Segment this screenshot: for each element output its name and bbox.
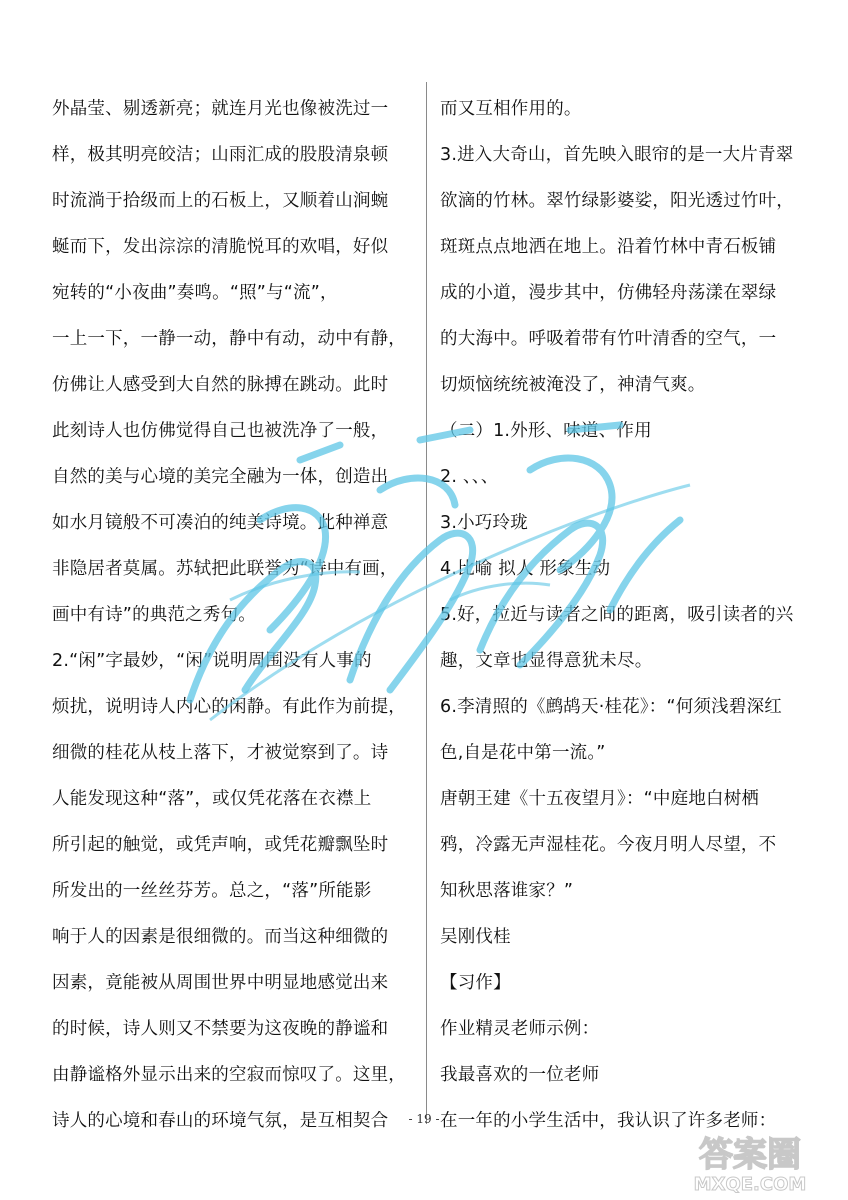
text-line: 鸦，冷露无声湿桂花。今夜月明人尽望，不 (440, 835, 777, 855)
text-line: 切烦恼统统被淹没了，神清气爽。 (440, 375, 706, 395)
text-line: 在一年的小学生活中，我认识了许多老师： (440, 1111, 777, 1131)
text-line: 所发出的一丝丝芬芳。总之，“落”所能影 (52, 881, 372, 901)
text-line: 趣，文章也显得意犹未尽。 (440, 651, 653, 671)
text-line: 所引起的触觉，或凭声响，或凭花瓣飘坠时 (52, 835, 389, 855)
logo-text-top: 答案圈 (699, 1135, 801, 1175)
text-line: 色,自是花中第一流。” (440, 743, 606, 763)
text-line: 4.比喻 拟人 形象生动 (440, 559, 611, 579)
text-line: 烦扰，说明诗人内心的闲静。有此作为前提， (52, 697, 406, 717)
text-line: 的大海中。呼吸着带有竹叶清香的空气，一 (440, 329, 777, 349)
text-line: 此刻诗人也仿佛觉得自己也被洗净了一般， (52, 421, 389, 441)
text-line: 仿佛让人感受到大自然的脉搏在跳动。此时 (52, 375, 389, 395)
text-line: 的时候，诗人则又不禁要为这夜晚的静谧和 (52, 1019, 389, 1039)
page-number: - 19 - (408, 1112, 440, 1126)
text-line: 如水月镜般不可凑泊的纯美诗境。此种禅意 (52, 513, 389, 533)
text-line: 欲滴的竹林。翠竹绿影婆娑，阳光透过竹叶， (440, 191, 794, 211)
text-line: 样，极其明亮皎洁；山雨汇成的股股清泉顿 (52, 145, 389, 165)
text-line: 人能发现这种“落”，或仅凭花落在衣襟上 (52, 789, 372, 809)
text-line: 自然的美与心境的美完全融为一体，创造出 (52, 467, 389, 487)
text-line: 6.李清照的《鹧鸪天·桂花》：“何须浅碧深红 (440, 697, 782, 717)
text-line: 2. 、、、 (440, 467, 499, 487)
text-line: 时流淌于拾级而上的石板上，又顺着山涧蜿 (52, 191, 389, 211)
text-line: 由静谧格外显示出来的空寂而惊叹了。这里， (52, 1065, 406, 1085)
text-line: 细微的桂花从枝上落下，才被觉察到了。诗 (52, 743, 389, 763)
text-line: 蜒而下，发出淙淙的清脆悦耳的欢唱，好似 (52, 237, 389, 257)
column-divider (426, 82, 427, 1124)
text-line: 一上一下，一静一动，静中有动，动中有静， (52, 329, 406, 349)
text-line: 宛转的“小夜曲”奏鸣。“照”与“流”， (52, 283, 338, 303)
left-column (52, 86, 412, 1144)
text-line: 画中有诗”的典范之秀句。 (52, 605, 256, 625)
text-line: 2.“闲”字最妙，“闲”说明周围没有人事的 (52, 651, 372, 671)
text-line: 外晶莹、剔透新亮；就连月光也像被洗过一 (52, 99, 389, 119)
text-line: 斑斑点点地洒在地上。沿着竹林中青石板铺 (440, 237, 777, 257)
text-line: 诗人的心境和春山的环境气氛，是互相契合 (52, 1111, 389, 1131)
text-line: 非隐居者莫属。苏轼把此联誉为“诗中有画， (52, 559, 398, 579)
text-line: 5.好，拉近与读者之间的距离，吸引读者的兴 (440, 605, 794, 625)
text-line: 知秋思落谁家？” (440, 881, 574, 901)
logo-text-bottom: MXQE.COM (693, 1174, 807, 1195)
text-line: （二）1.外形、味道、作用 (440, 421, 652, 441)
text-line: 而又互相作用的。 (440, 99, 582, 119)
text-line: 因素，竟能被从周围世界中明显地感觉出来 (52, 973, 389, 993)
text-line: 我最喜欢的一位老师 (440, 1065, 600, 1085)
text-line: 作业精灵老师示例： (440, 1019, 600, 1039)
text-line: 【习作】 (440, 973, 511, 993)
right-column (440, 86, 794, 1144)
text-line: 响于人的因素是很细微的。而当这种细微的 (52, 927, 389, 947)
text-line: 成的小道，漫步其中，仿佛轻舟荡漾在翠绿 (440, 283, 777, 303)
text-line: 唐朝王建《十五夜望月》：“中庭地白树栖 (440, 789, 760, 809)
text-line: 吴刚伐桂 (440, 927, 511, 947)
text-line: 3.小巧玲珑 (440, 513, 528, 533)
text-line: 3.进入大奇山，首先映入眼帘的是一大片青翠 (440, 145, 794, 165)
